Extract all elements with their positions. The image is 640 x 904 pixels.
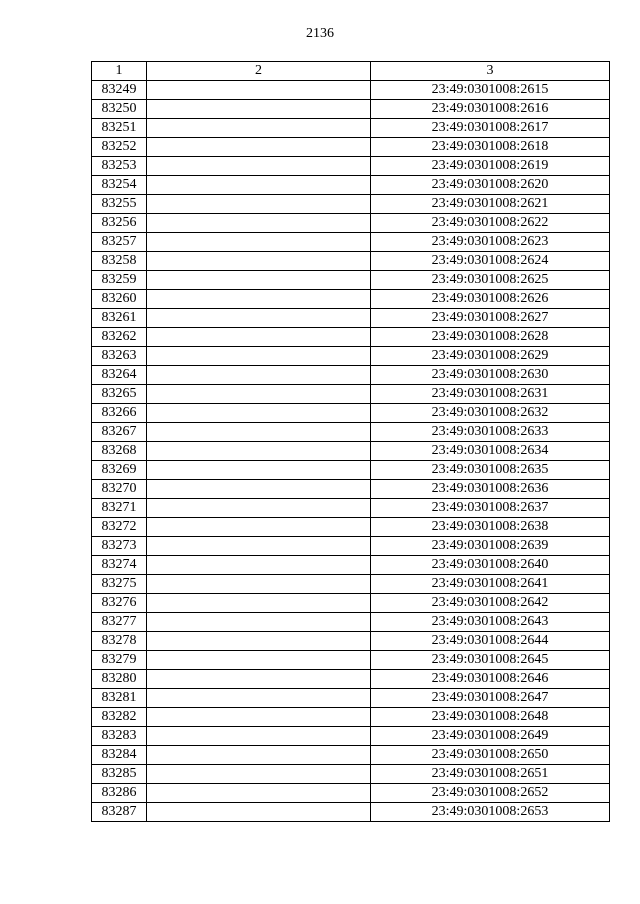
column-header-1: 1 bbox=[92, 62, 147, 81]
cadastral-number-cell: 23:49:0301008:2624 bbox=[371, 252, 610, 271]
table-row bbox=[92, 708, 610, 727]
row-number-cell: 83262 bbox=[92, 328, 147, 347]
row-number-cell: 83286 bbox=[92, 784, 147, 803]
description-cell bbox=[147, 499, 371, 518]
cadastral-number-cell: 23:49:0301008:2631 bbox=[371, 385, 610, 404]
description-cell bbox=[147, 689, 371, 708]
table-row bbox=[92, 81, 610, 100]
description-cell bbox=[147, 347, 371, 366]
table-row bbox=[92, 632, 610, 651]
cadastral-number-cell: 23:49:0301008:2636 bbox=[371, 480, 610, 499]
row-number-cell: 83278 bbox=[92, 632, 147, 651]
row-number-cell: 83259 bbox=[92, 271, 147, 290]
description-cell bbox=[147, 195, 371, 214]
row-number-cell: 83249 bbox=[92, 81, 147, 100]
description-cell bbox=[147, 632, 371, 651]
description-cell bbox=[147, 461, 371, 480]
table-row bbox=[92, 651, 610, 670]
description-cell bbox=[147, 214, 371, 233]
table-row bbox=[92, 214, 610, 233]
table-header bbox=[92, 62, 610, 81]
table-row bbox=[92, 138, 610, 157]
table-row bbox=[92, 347, 610, 366]
cadastral-number-cell: 23:49:0301008:2646 bbox=[371, 670, 610, 689]
table-row bbox=[92, 746, 610, 765]
row-number-cell: 83251 bbox=[92, 119, 147, 138]
table-body bbox=[92, 81, 610, 822]
description-cell bbox=[147, 309, 371, 328]
description-cell bbox=[147, 613, 371, 632]
description-cell bbox=[147, 518, 371, 537]
row-number-cell: 83268 bbox=[92, 442, 147, 461]
description-cell bbox=[147, 784, 371, 803]
row-number-cell: 83267 bbox=[92, 423, 147, 442]
cadastral-number-cell: 23:49:0301008:2645 bbox=[371, 651, 610, 670]
cadastral-number-cell: 23:49:0301008:2626 bbox=[371, 290, 610, 309]
cadastral-number-cell: 23:49:0301008:2634 bbox=[371, 442, 610, 461]
table-row bbox=[92, 594, 610, 613]
description-cell bbox=[147, 271, 371, 290]
table-row bbox=[92, 328, 610, 347]
row-number-cell: 83256 bbox=[92, 214, 147, 233]
table-row bbox=[92, 765, 610, 784]
table-row bbox=[92, 518, 610, 537]
table-row bbox=[92, 271, 610, 290]
cadastral-number-cell: 23:49:0301008:2623 bbox=[371, 233, 610, 252]
description-cell bbox=[147, 81, 371, 100]
cadastral-number-cell: 23:49:0301008:2647 bbox=[371, 689, 610, 708]
table-row bbox=[92, 100, 610, 119]
cadastral-number-cell: 23:49:0301008:2640 bbox=[371, 556, 610, 575]
description-cell bbox=[147, 233, 371, 252]
table-row bbox=[92, 689, 610, 708]
description-cell bbox=[147, 765, 371, 784]
table-row bbox=[92, 670, 610, 689]
table-row bbox=[92, 575, 610, 594]
row-number-cell: 83263 bbox=[92, 347, 147, 366]
table-row bbox=[92, 442, 610, 461]
table-row bbox=[92, 176, 610, 195]
cadastral-number-cell: 23:49:0301008:2615 bbox=[371, 81, 610, 100]
description-cell bbox=[147, 727, 371, 746]
description-cell bbox=[147, 138, 371, 157]
cadastral-number-cell: 23:49:0301008:2632 bbox=[371, 404, 610, 423]
cadastral-number-cell: 23:49:0301008:2637 bbox=[371, 499, 610, 518]
row-number-cell: 83266 bbox=[92, 404, 147, 423]
registry-table bbox=[91, 61, 610, 822]
row-number-cell: 83283 bbox=[92, 727, 147, 746]
table-row bbox=[92, 727, 610, 746]
description-cell bbox=[147, 442, 371, 461]
description-cell bbox=[147, 176, 371, 195]
cadastral-number-cell: 23:49:0301008:2635 bbox=[371, 461, 610, 480]
cadastral-number-cell: 23:49:0301008:2622 bbox=[371, 214, 610, 233]
cadastral-number-cell: 23:49:0301008:2643 bbox=[371, 613, 610, 632]
description-cell bbox=[147, 119, 371, 138]
cadastral-number-cell: 23:49:0301008:2619 bbox=[371, 157, 610, 176]
table-row bbox=[92, 366, 610, 385]
cadastral-number-cell: 23:49:0301008:2630 bbox=[371, 366, 610, 385]
table-row bbox=[92, 252, 610, 271]
cadastral-number-cell: 23:49:0301008:2616 bbox=[371, 100, 610, 119]
description-cell bbox=[147, 290, 371, 309]
description-cell bbox=[147, 594, 371, 613]
row-number-cell: 83274 bbox=[92, 556, 147, 575]
cadastral-number-cell: 23:49:0301008:2648 bbox=[371, 708, 610, 727]
table-row bbox=[92, 290, 610, 309]
cadastral-number-cell: 23:49:0301008:2651 bbox=[371, 765, 610, 784]
description-cell bbox=[147, 803, 371, 822]
cadastral-number-cell: 23:49:0301008:2617 bbox=[371, 119, 610, 138]
row-number-cell: 83255 bbox=[92, 195, 147, 214]
table-row bbox=[92, 499, 610, 518]
column-header-3: 3 bbox=[371, 62, 610, 81]
cadastral-number-cell: 23:49:0301008:2650 bbox=[371, 746, 610, 765]
table-row bbox=[92, 480, 610, 499]
row-number-cell: 83277 bbox=[92, 613, 147, 632]
cadastral-number-cell: 23:49:0301008:2629 bbox=[371, 347, 610, 366]
column-header-2: 2 bbox=[147, 62, 371, 81]
header-row bbox=[92, 62, 610, 81]
cadastral-number-cell: 23:49:0301008:2639 bbox=[371, 537, 610, 556]
description-cell bbox=[147, 252, 371, 271]
page-number: 2136 bbox=[306, 26, 334, 41]
description-cell bbox=[147, 746, 371, 765]
row-number-cell: 83253 bbox=[92, 157, 147, 176]
cadastral-number-cell: 23:49:0301008:2653 bbox=[371, 803, 610, 822]
row-number-cell: 83275 bbox=[92, 575, 147, 594]
description-cell bbox=[147, 366, 371, 385]
table-row bbox=[92, 803, 610, 822]
cadastral-number-cell: 23:49:0301008:2625 bbox=[371, 271, 610, 290]
cadastral-number-cell: 23:49:0301008:2621 bbox=[371, 195, 610, 214]
table-row bbox=[92, 423, 610, 442]
table-row bbox=[92, 385, 610, 404]
row-number-cell: 83264 bbox=[92, 366, 147, 385]
table-row bbox=[92, 404, 610, 423]
row-number-cell: 83250 bbox=[92, 100, 147, 119]
row-number-cell: 83258 bbox=[92, 252, 147, 271]
description-cell bbox=[147, 480, 371, 499]
table-row bbox=[92, 309, 610, 328]
cadastral-number-cell: 23:49:0301008:2638 bbox=[371, 518, 610, 537]
row-number-cell: 83282 bbox=[92, 708, 147, 727]
row-number-cell: 83271 bbox=[92, 499, 147, 518]
row-number-cell: 83281 bbox=[92, 689, 147, 708]
description-cell bbox=[147, 100, 371, 119]
description-cell bbox=[147, 328, 371, 347]
cadastral-number-cell: 23:49:0301008:2649 bbox=[371, 727, 610, 746]
row-number-cell: 83269 bbox=[92, 461, 147, 480]
table-row bbox=[92, 195, 610, 214]
cadastral-number-cell: 23:49:0301008:2633 bbox=[371, 423, 610, 442]
cadastral-number-cell: 23:49:0301008:2641 bbox=[371, 575, 610, 594]
row-number-cell: 83284 bbox=[92, 746, 147, 765]
table-row bbox=[92, 461, 610, 480]
description-cell bbox=[147, 404, 371, 423]
row-number-cell: 83254 bbox=[92, 176, 147, 195]
row-number-cell: 83265 bbox=[92, 385, 147, 404]
cadastral-number-cell: 23:49:0301008:2618 bbox=[371, 138, 610, 157]
row-number-cell: 83280 bbox=[92, 670, 147, 689]
description-cell bbox=[147, 537, 371, 556]
description-cell bbox=[147, 575, 371, 594]
description-cell bbox=[147, 556, 371, 575]
description-cell bbox=[147, 385, 371, 404]
cadastral-number-cell: 23:49:0301008:2644 bbox=[371, 632, 610, 651]
table-row bbox=[92, 537, 610, 556]
description-cell bbox=[147, 670, 371, 689]
row-number-cell: 83272 bbox=[92, 518, 147, 537]
cadastral-number-cell: 23:49:0301008:2620 bbox=[371, 176, 610, 195]
row-number-cell: 83279 bbox=[92, 651, 147, 670]
table-row bbox=[92, 157, 610, 176]
description-cell bbox=[147, 651, 371, 670]
row-number-cell: 83285 bbox=[92, 765, 147, 784]
row-number-cell: 83257 bbox=[92, 233, 147, 252]
row-number-cell: 83252 bbox=[92, 138, 147, 157]
table-row bbox=[92, 784, 610, 803]
description-cell bbox=[147, 708, 371, 727]
row-number-cell: 83270 bbox=[92, 480, 147, 499]
table-row bbox=[92, 556, 610, 575]
cadastral-number-cell: 23:49:0301008:2628 bbox=[371, 328, 610, 347]
row-number-cell: 83287 bbox=[92, 803, 147, 822]
row-number-cell: 83276 bbox=[92, 594, 147, 613]
cadastral-number-cell: 23:49:0301008:2652 bbox=[371, 784, 610, 803]
row-number-cell: 83261 bbox=[92, 309, 147, 328]
cadastral-number-cell: 23:49:0301008:2627 bbox=[371, 309, 610, 328]
table-row bbox=[92, 613, 610, 632]
cadastral-number-cell: 23:49:0301008:2642 bbox=[371, 594, 610, 613]
description-cell bbox=[147, 157, 371, 176]
row-number-cell: 83260 bbox=[92, 290, 147, 309]
row-number-cell: 83273 bbox=[92, 537, 147, 556]
description-cell bbox=[147, 423, 371, 442]
table-row bbox=[92, 119, 610, 138]
table-row bbox=[92, 233, 610, 252]
